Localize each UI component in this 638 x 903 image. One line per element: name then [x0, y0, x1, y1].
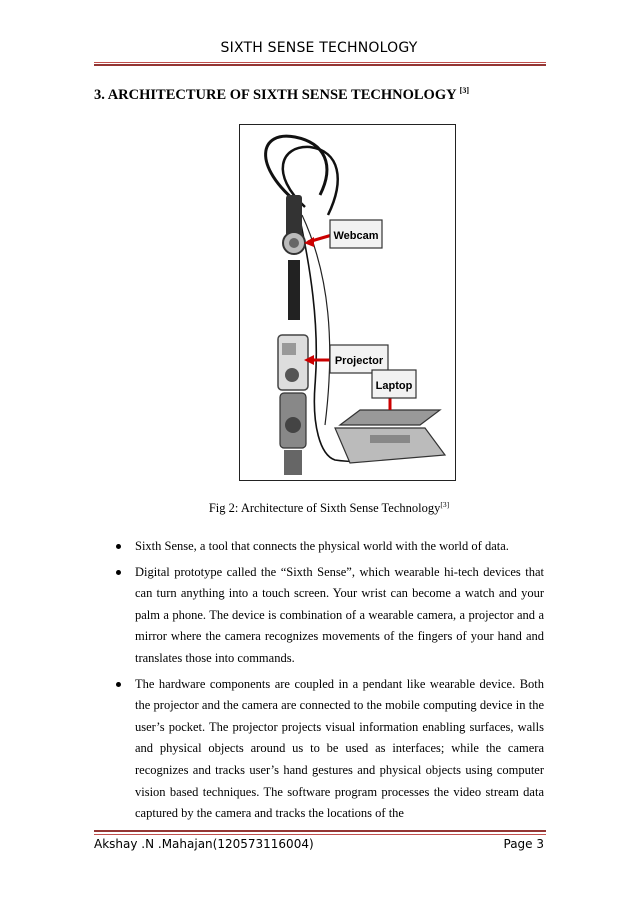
list-item-text: Sixth Sense, a tool that connects the physical world with the world of data. [135, 539, 509, 553]
page-header-title: SIXTH SENSE TECHNOLOGY [220, 40, 418, 56]
list-item-text: The hardware components are coupled in a pendant like wearable device. Both the projector and the camera are connected to the mobile computing device in the user’s pocket. The projector projects visual information enabling surfaces, walls and physical objects around us to be used as interfaces; while the camera recognizes and tracks user’s hand gestures and physical objects using computer vision based techniques. The software program processes the video stream data captured by the camera and tracks the locations of the [135, 676, 544, 821]
footer-page-number: Page 3 [503, 837, 544, 851]
header-divider [94, 62, 546, 63]
list-item [114, 536, 544, 558]
bullet-icon [116, 682, 121, 687]
section-heading-text: 3. ARCHITECTURE OF SIXTH SENSE TECHNOLOGY [94, 86, 457, 103]
section-heading-ref: [3] [459, 86, 469, 95]
bullet-icon [116, 544, 121, 549]
section-heading [94, 86, 469, 104]
list-item [114, 562, 544, 670]
figure-caption-text: Fig 2: Architecture of Sixth Sense Technology [208, 501, 441, 516]
webcam-label: Webcam [333, 230, 379, 242]
bullet-icon [116, 570, 121, 575]
list-item-text: Digital prototype called the “Sixth Sense”, which wearable hi-tech devices that can turn anything into a touch screen. Your wrist can become a watch and your palm a phone. The device is combination of a wearable camera, a projector and a mirror where the camera recognizes movements of the fingers of your hand and translates those into commands. [135, 564, 544, 665]
architecture-illustration [240, 125, 455, 480]
figure-caption [0, 500, 638, 516]
header-divider-thick [94, 64, 546, 66]
footer-divider [94, 834, 546, 835]
bullet-list [114, 536, 544, 829]
footer-divider-thick [94, 830, 546, 832]
list-item [114, 674, 544, 825]
projector-label: Projector [334, 355, 384, 367]
footer-author: Akshay .N .Mahajan(120573116004) [94, 837, 314, 851]
architecture-figure [239, 124, 456, 481]
figure-caption-ref: [3] [440, 500, 450, 509]
laptop-label: Laptop [375, 380, 413, 392]
